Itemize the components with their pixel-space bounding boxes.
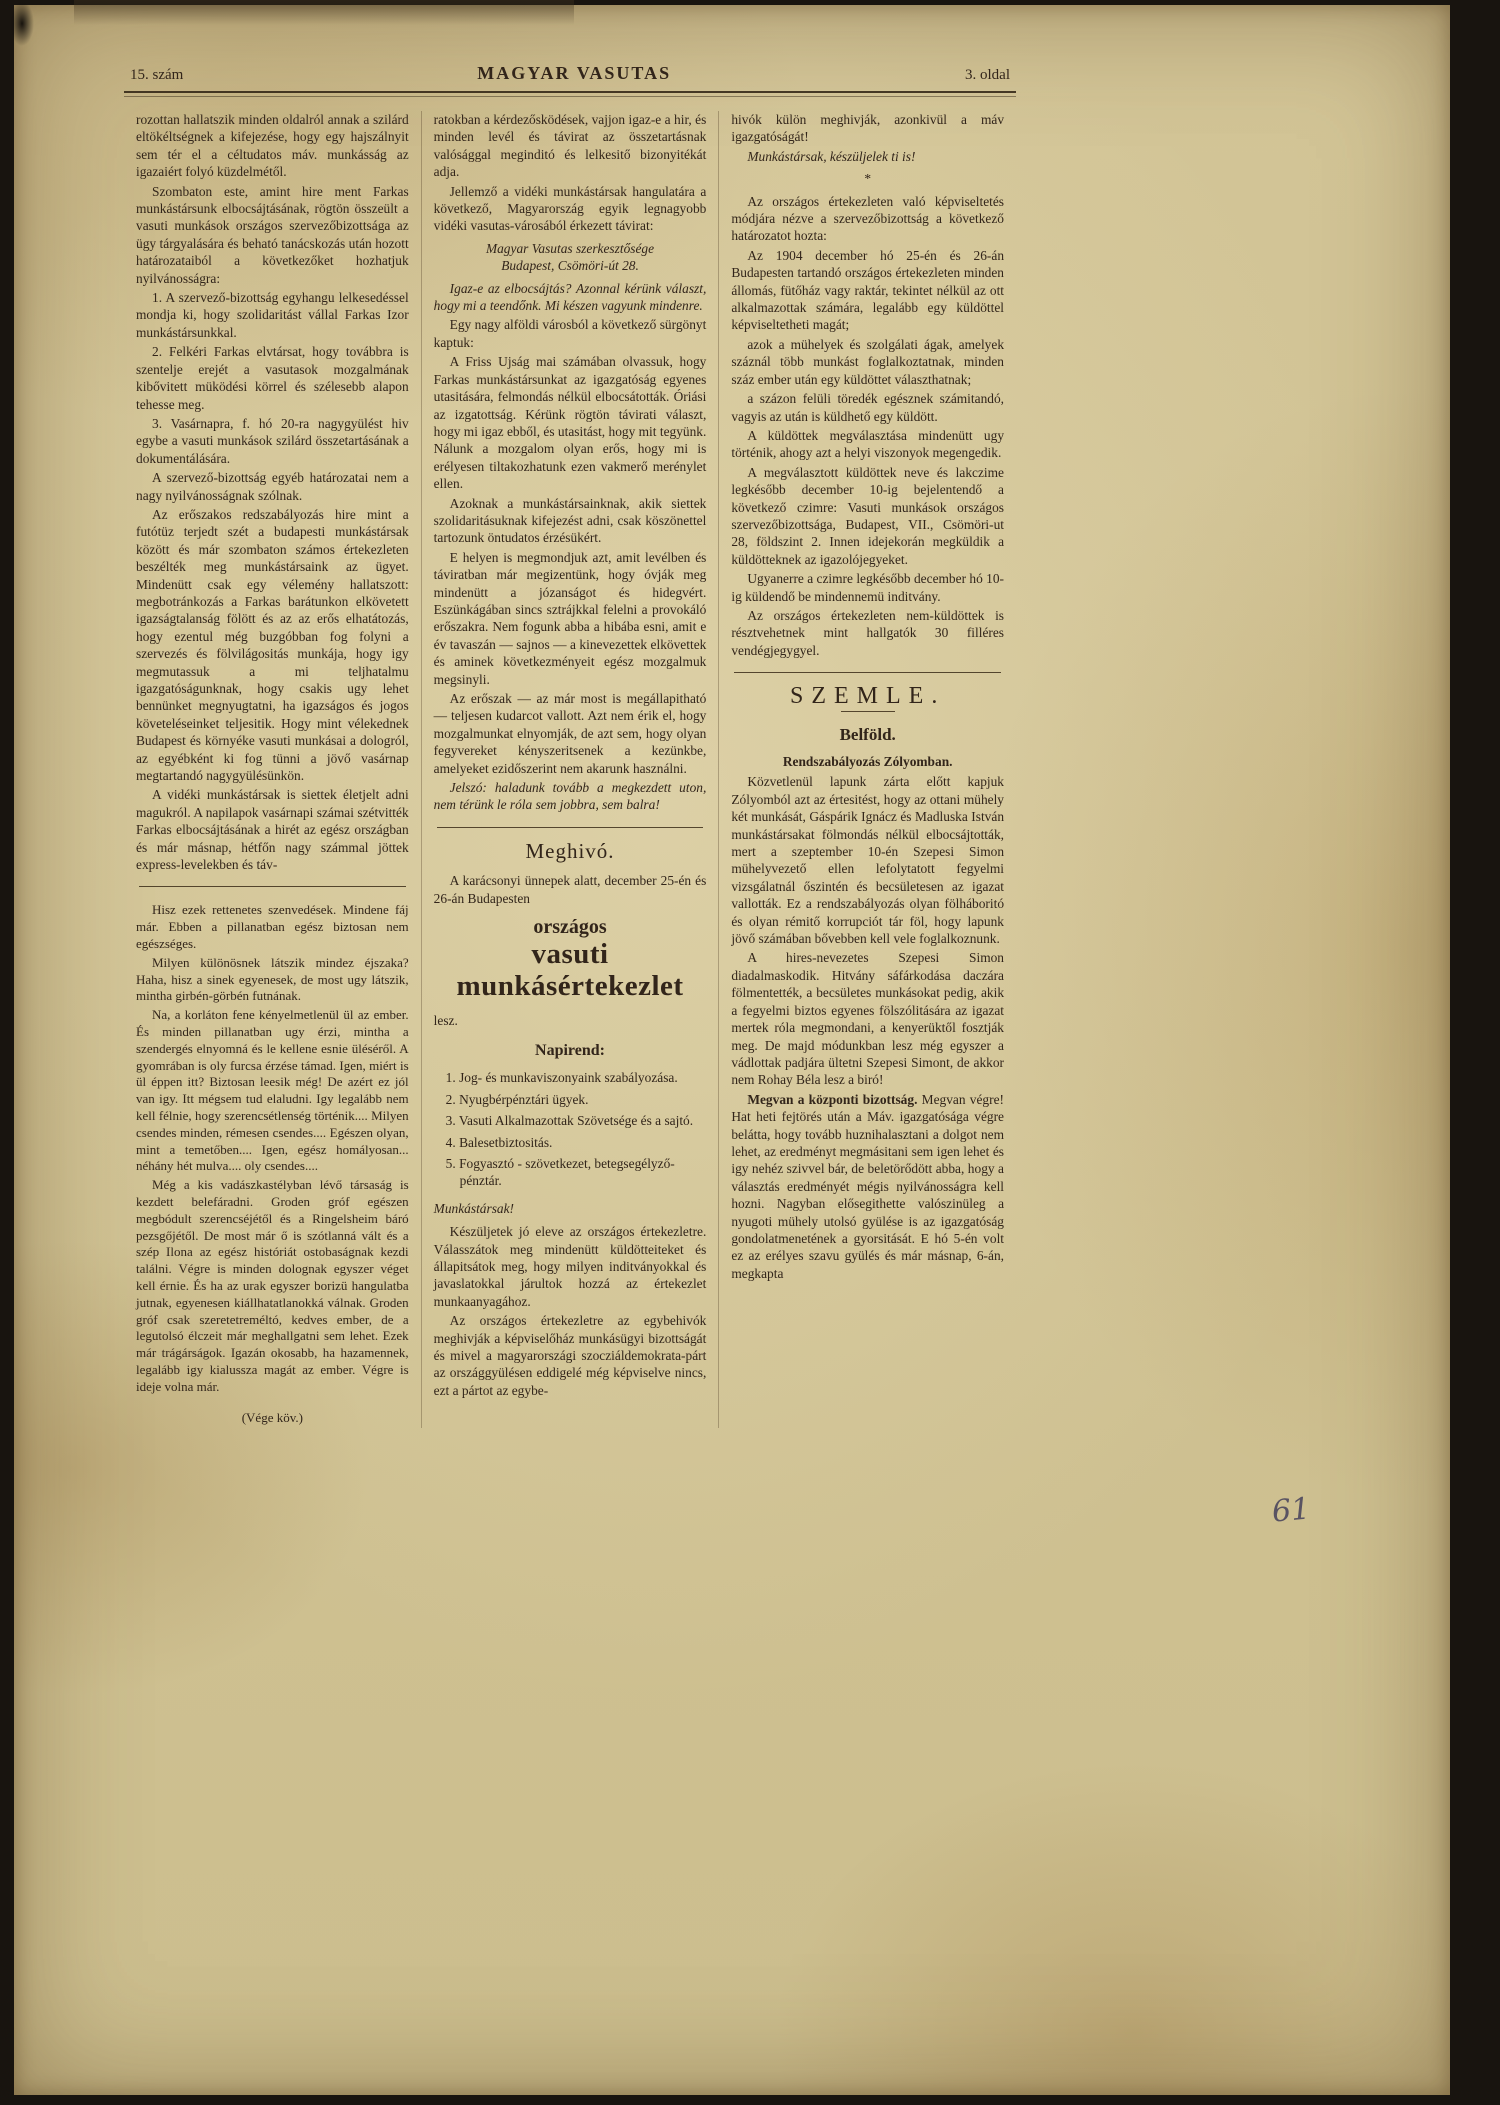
paragraph: Az erőszak — az már most is megállapitható — teljesen kudarcot vallott. Azt nem érik el, hogy mozgalmunkat elnyomják, de azt sem, hogy olyan fegyvereket kényszeritsenek a kezünkbe, amelyeket ezidőszerint nem akarunk használni. — [433, 691, 707, 776]
paragraph: Azoknak a munkástársainknak, akik siettek szolidaritásuknak kifejezést adni, csak köszönettel tartozunk öntudatos érzésükért. — [433, 495, 707, 546]
section-divider — [734, 672, 1001, 673]
telegram-text: Igaz-e az elbocsájtás? Azonnal kérünk választ, hogy mi a teendőnk. Mi készen vagyunk mindenre. — [433, 280, 707, 314]
feuilleton-paragraph: Na, a korláton fene kényelmetlenül ül az ember. És minden pillanatban ugy érzi, mintha a szendergés elnyomná és le kellene esnie üléséről. A gyomrában is oly furcsa érzése támad. Igen, miért is ül éppen itt? Biztosan leesik még! De azért ez jól van igy. Itt mégsem tud elaludni. Igy legalább nem kell félnie, hogy szerencsétlenség történik.... Milyen csendes minden, rémesen csendes.... Egészen olyan, mint a temetőben.... Igen, egész homályosan... néhány hét mulva.... oly csendes.... — [136, 1007, 409, 1174]
resolution-item: 1. A szervező-bizottság egyhangu lelkesedéssel mondja ki, hogy szolidaritást vállal Farkas Izor munkástársunkkal. — [136, 290, 409, 340]
paragraph: a százon felüli töredék egésznek számitandó, vagyis az után is küldhető egy küldött. — [731, 391, 1005, 424]
feuilleton-ending: (Vége köv.) — [241, 1409, 303, 1425]
szemle-heading: SZEMLE. — [790, 683, 946, 710]
call-to-workers: Munkástársak! — [433, 1200, 515, 1216]
agenda-item: 2. Nyugbérpénztári ügyek. — [445, 1091, 589, 1107]
paragraph: ratokban a kérdezősködések, vajjon igaz-e a hir, és minden levél és távirat az összetartásnak valósággal meginditó és lelkesitő bizonyitékát adja. — [433, 112, 707, 180]
article-with-runin-title — [731, 1091, 1004, 1282]
paragraph: Megvan végre! Hat heti fejtörés után a Máv. igazgatósága végre belátta, hogy tovább huznihalasztani a dolgot nem lehet, az eredményt megmásitani sem igen lehet és igy nehéz szivvel bár, de beletörődött abba, hogy a választás eredményét mégis nyilvánosságra kell hozni. Nagyban elősegithette valószinüleg a nyugoti mühely utolsó gyülése is az igazgatóság gondolatmenetének a gyorsitását. E hó 5-én volt ez az erélyes szavu gyülés és már másnap, 6-án, megkapta — [731, 1091, 1005, 1281]
issue-number: 15. szám — [130, 67, 184, 83]
paragraph: A megválasztott küldöttek neve és lakczime legkésőbb december 10-ig bejelentendő a következő czimre: Vasuti munkások országos szervezőbizottsága, Budapest, VII., Csömöri-ut 28, földszint 2. Innen idejekorán megküldik a küldötteknek az igazolójegyeket. — [731, 464, 1005, 567]
invitation-intro: A karácsonyi ünnepek alatt, december 25-én és 26-án Budapesten — [433, 873, 707, 906]
paragraph: E helyen is megmondjuk azt, amit levélben és táviratban már megizentünk, hogy óvják meg mindenütt a józanságot és hidegvért. Eszünkágában sincs sztrájkkal felelni a provokáló erőszakra. Nem fogunk abba a hibába esni, amit e év tavaszán — sajnos — a kinevezettek elkövettek és aminek következményeit egész mozgalmuk megsinyli. — [433, 549, 707, 687]
resolution-item: 2. Felkéri Farkas elvtársat, hogy továbbra is szentelje erejét a vasutasok mozgalmának kibővitett müködési körrel és szélesebb alapon tehesse meg. — [136, 344, 409, 412]
invitation-line-orszagos: országos — [533, 916, 607, 939]
agenda-item: 5. Fogyasztó - szövetkezet, betegsegélyző-pénztár. — [445, 1155, 675, 1189]
agenda-item: 1. Jog- és munkaviszonyaink szabályozása. — [445, 1070, 678, 1086]
column-layout — [124, 111, 1016, 1428]
agenda-item: 4. Balesetbiztositás. — [445, 1134, 553, 1150]
newspaper-page — [14, 5, 1450, 2095]
invitation-line-lesz: lesz. — [433, 1013, 458, 1029]
feuilleton-paragraph: Még a kis vadászkastélyban lévő társaság is kezdett belefáradni. Groden gróf egészen megbódult szerencséjétől és a Ringelsheim báró pezsgőjétől. De most már ő is szótlanná vált és a szép Ilona az egész históriát ostobaságnak kezdi találni. Végre is minden dolognak egyszer véget kell érnie. És ha az urak egyszer borizü hangulatba jutnak, egyenesen kiállhatatlanokká válnak. Groden gróf csak szeretetreméltó, kedves ember, de a legutolsó élczeit már meghallgatni sem lehet. Ezek már trágárságok. Igazán okosabb, ha hazamennek, legalább igy kialussza magát az ember. Végre is ideje volna már. — [136, 1177, 409, 1394]
paragraph: A vidéki munkástársak is siettek életjelt adni magukról. A napilapok vasárnapi számai szétvitték Farkas elbocsájtásának a hirét az egész országban és már másnap, hétfőn nagy számmal jöttek express-levelekben és táv- — [136, 787, 409, 873]
page-number: 3. oldal — [965, 67, 1010, 83]
header-rule — [124, 91, 1016, 93]
call-to-workers: Munkástársak, készüljelek ti is! — [747, 148, 916, 164]
agenda-heading: Napirend: — [535, 1041, 605, 1059]
column-right — [718, 111, 1016, 1428]
paragraph: Egy nagy alföldi városból a következő sürgönyt kaptuk: — [433, 317, 707, 350]
paragraph: Közvetlenül lapunk zárta előtt kapjuk Zólyomból azt az értesitést, hogy az ottani mühely két munkását, Gáspárik Ignácz és Madluska István munkástársakat fölmondás nélkül elbocsájtották, mert a szeptember 10-én Szepesi Simon mühelyvezető ellen lefolytatott fegyelmi vizsgálatnál őszintén és becsületesen az igazat vallották. Ez a rendszabályozás olyan fölháboritó és olyan rémitő korrupciót tár föl, hogy lapunk jövő számában bővebben kell vele foglalkoznunk. — [731, 774, 1005, 947]
telegram-address-line: Budapest, Csömöri-út 28. — [501, 258, 639, 274]
belfold-heading: Belföld. — [839, 724, 896, 744]
newspaper-title: MAGYAR VASUTAS — [477, 63, 672, 83]
paragraph: hivók külön meghivják, azonkivül a máv igazgatóságát! — [731, 112, 1005, 145]
agenda-item: 3. Vasuti Alkalmazottak Szövetsége és a sajtó. — [445, 1113, 694, 1129]
printed-area — [124, 63, 1016, 1428]
section-divider — [139, 886, 406, 887]
paragraph: Az országos értekezleten nem-küldöttek is résztvehetnek mint hallgatók 30 filléres vendégjegygyel. — [731, 607, 1005, 658]
paragraph: A hires-nevezetes Szepesi Simon diadalmaskodik. Hitvány sáfárkodása daczára fölmentették, a becsületes munkásokat pedig, akik a fegyelmi biztos egyenes fölszólitására az igazat mertek róla megmondani, a kenyerüktől fosztják meg. De majd módunkban lesz még egyszer a vádlottak padjára ültetni Szepesi Simont, de akkor nem Rohay Béla lesz a biró! — [731, 950, 1005, 1088]
feuilleton-paragraph: Hisz ezek rettenetes szenvedések. Mindene fáj már. Ebben a pillanatban egész biztosan nem egészséges. — [136, 902, 409, 952]
paragraph: Az országos értekezleten való képviseltetés módjára nézve a szervezőbizottság a következő határozatot hozta: — [731, 193, 1005, 244]
invitation-main-title: vasuti munkásértekezlet — [456, 938, 684, 1003]
paragraph: A küldöttek megválasztása mindenütt ugy történik, ahogy azt a helyi viszonyok megengedik. — [731, 427, 1005, 461]
paragraph: Az erőszakos redszabályozás hire mint a futótüz terjedt szét a budapesti munkástársak között és már szombaton számos értekezleten beszélték meg munkástársaink az ügyet. Mindenütt csak egy vélemény hallatszott: megbotránkozás a Farkas barátunkon elkövetett igazságtalanság fölött és az az erős elhatátozás, hogy ezentul még buzgóbban fog folyni a szervezés és fölvilágositás munkája, hogy igy megmutassuk a mi teljhatalmu igazgatóságunknak, hogy csakis ugy lehet bennünket megnyugtatni, ha igazságos és jogos követeléseinket teljesitik. Hogy mint vélekednek Budapest és környéke vasuti munkásai a dologról, az egyébként ki fog tünni a jövő vasárnap megtartandó nagygyülésünkön. — [136, 506, 409, 784]
paragraph: A szervező-bizottság egyéb határozatai nem a nagy nyilvánosságnak szólnak. — [136, 470, 409, 503]
paragraph: Szombaton este, amint hire ment Farkas munkástársunk elbocsájtásának, rögtön összeült a vasuti munkások országos szervezőbizottsága az ügy tárgyalására és beható tanácskozás után hozott határozataiból a következőket hozhatjuk nyilvánosságra: — [136, 183, 409, 286]
scan-top-edge-shadow — [74, 0, 574, 25]
header-rule-thin — [124, 96, 1016, 97]
paragraph: rozottan hallatszik minden oldalról annak a szilárd eltökéltségnek a kifejezése, hogy egy hajszálnyit sem tér el a céltudatos máv. munkásság az igazaiért folyó küzdelmétől. — [136, 112, 409, 180]
page-header — [124, 63, 1016, 91]
paragraph: azok a mühelyek és szolgálati ágak, amelyek száznál több munkást foglalkoztatnak, minden száz ember után egy küldöttet választhatnak; — [731, 336, 1005, 387]
paragraph: Készüljetek jó eleve az országos értekezletre. Válasszátok meg mindenütt küldötteiteket és állapitsátok meg, hogy milyen inditványokkal és javaslatokkal járultok hozzá az értekezlet munkaanyagához. — [433, 1224, 707, 1309]
paragraph: Jellemző a vidéki munkástársak hangulatára a következő, Magyarország egyik legnagyobb vidéki vasutas-városából érkezett távirat: — [433, 183, 707, 234]
resolution-item: 3. Vasárnapra, f. hó 20-ra nagygyülést hiv egybe a vasuti munkások szilárd összetartásának a dokumentálására. — [136, 415, 409, 466]
feuilleton-paragraph: Milyen különösnek látszik mindez éjszaka? Haha, hisz a sinek egyenesek, de most ugy látszik, mintha girbén-görbén futnának. — [136, 954, 409, 1004]
paragraph: Ugyanerre a czimre legkésőbb december hó 10-ig küldendő be mindennemü inditvány. — [731, 571, 1005, 604]
handwritten-page-number: 61 — [1270, 1491, 1312, 1530]
paragraph: Az országos értekezletre az egybehivók meghivják a képviselőház munkásügyi bizottságát és mivel a magyarországi szocziáldemokrata-párt az országgyülésen eddigelé még képviselve nincs, ezt a pártot az egybe- — [433, 1313, 707, 1398]
heading-underline — [841, 711, 895, 712]
asterisk-divider: * — [864, 171, 872, 187]
invitation-heading: Meghivó. — [525, 838, 615, 863]
column-left — [124, 111, 421, 1428]
scan-corner-stain — [10, 1, 90, 151]
section-divider — [437, 827, 704, 828]
column-middle — [421, 111, 719, 1428]
article-title: Megvan a központi bizottság. — [747, 1091, 918, 1107]
article-title: Rendszabályozás Zólyomban. — [782, 754, 953, 769]
telegram-text: A Friss Ujság mai számában olvassuk, hogy Farkas munkástársunkat az igazgatóság egyenes utasitására, felmondás nélkül elbocsátották. Óriási az izgatottság. Kérünk rögtön távirati választ, hogy mi igaz ebből, és utasitást, hogy mit tegyünk. Nálunk a mozgalom olyan erős, hogy mi is erélyesen tiltakozhatunk ezen vakmerő merénylet ellen. — [433, 354, 707, 492]
telegram-address-line: Magyar Vasutas szerkesztősége — [485, 240, 655, 256]
slogan-paragraph: Jelszó: haladunk tovább a megkezdett uton, nem térünk le róla sem jobbra, sem balra! — [433, 780, 707, 813]
paragraph: Az 1904 december hó 25-én és 26-án Budapesten tartandó országos értekezleten minden állomás, fütőház vagy raktár, tekintet nélkül az ott alkalmazottak számára, legalább egy küldöttel képviseltetheti magát; — [731, 247, 1005, 333]
